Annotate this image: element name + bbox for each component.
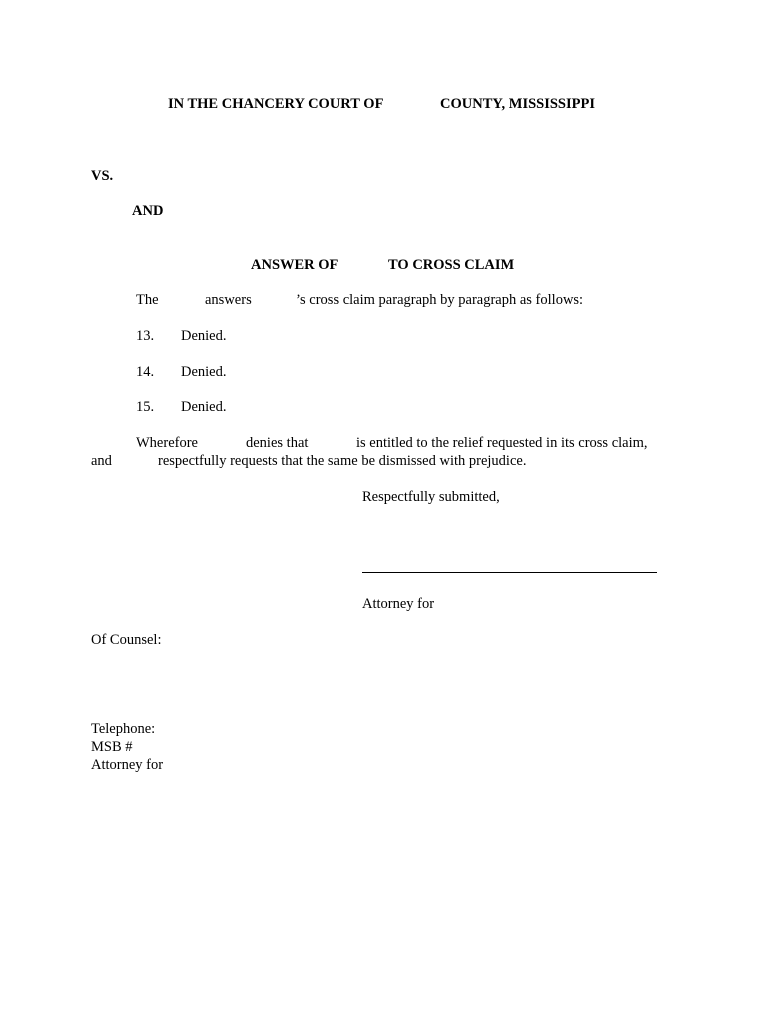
telephone-label: Telephone: xyxy=(91,721,156,737)
response-number: 13. xyxy=(136,328,155,344)
wherefore-entitled: is entitled to the relief requested in its cross claim, xyxy=(356,435,648,451)
versus-label: VS. xyxy=(91,168,114,184)
wherefore-requests: respectfully requests that the same be dismissed with prejudice. xyxy=(158,453,527,469)
response-number: 15. xyxy=(136,399,155,415)
wherefore-and: and xyxy=(91,453,112,469)
response-text: Denied. xyxy=(181,328,227,344)
intro-answers: answers xyxy=(205,292,252,308)
court-caption-suffix: COUNTY, MISSISSIPPI xyxy=(440,96,595,112)
of-counsel-label: Of Counsel: xyxy=(91,632,162,648)
intro-the: The xyxy=(136,292,159,308)
response-text: Denied. xyxy=(181,364,227,380)
document-title-prefix: ANSWER OF xyxy=(251,257,339,273)
court-caption-prefix: IN THE CHANCERY COURT OF xyxy=(168,96,384,112)
response-number: 14. xyxy=(136,364,155,380)
msb-label: MSB # xyxy=(91,739,133,755)
wherefore-word: Wherefore xyxy=(136,435,198,451)
attorney-for-signature: Attorney for xyxy=(362,596,435,612)
document-title-suffix: TO CROSS CLAIM xyxy=(388,257,515,273)
wherefore-denies: denies that xyxy=(246,435,309,451)
signature-line xyxy=(362,572,657,573)
response-text: Denied. xyxy=(181,399,227,415)
closing-line: Respectfully submitted, xyxy=(362,489,500,505)
and-label: AND xyxy=(132,203,164,219)
intro-rest: ’s cross claim paragraph by paragraph as follows: xyxy=(296,292,584,308)
attorney-for-counsel: Attorney for xyxy=(91,757,164,773)
